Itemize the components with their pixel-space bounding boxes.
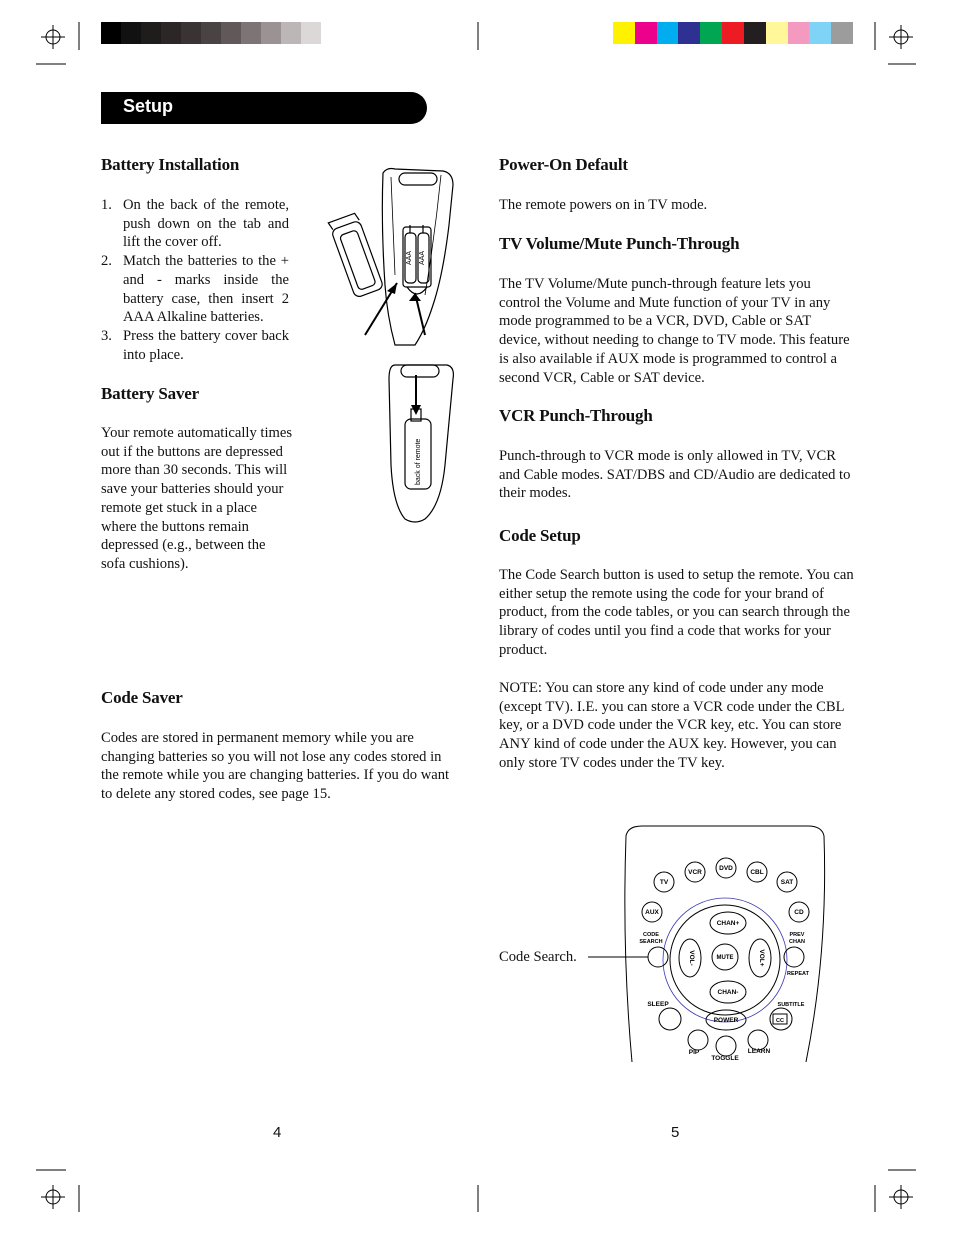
- code-setup-note: NOTE: You can store any kind of code under any mode (except TV). I.E. you can store a VCR code under the CBL key, or a DVD code under the VCR key, etc. You can store ANY kind of code under the AUX key. However, you can only store TV codes under the TV key.: [499, 680, 845, 771]
- color-swatch: [161, 22, 181, 44]
- dvd-button: DVD: [719, 865, 733, 872]
- color-swatch: [321, 22, 341, 44]
- sat-button: SAT: [780, 879, 794, 886]
- code-setup-heading: Code Setup: [499, 526, 581, 545]
- cd-button: CD: [794, 909, 804, 916]
- aaa-label-2: AAA: [419, 250, 426, 265]
- section-banner: [101, 92, 427, 124]
- color-swatch: [766, 22, 788, 44]
- sleep-label: SLEEP: [647, 1001, 669, 1008]
- code-saver-heading: Code Saver: [101, 688, 183, 707]
- color-swatch: [700, 22, 722, 44]
- crosshair-top-left: [41, 25, 65, 49]
- color-swatch: [744, 22, 766, 44]
- power-on-body: The remote powers on in TV mode.: [499, 197, 708, 213]
- back-of-remote-label: back of remote: [415, 438, 422, 485]
- color-swatch: [301, 22, 321, 44]
- code-saver-body: Codes are stored in permanent memory while you are changing batteries so you will not lose any codes stored in the remote while you are changing batteries. If you do want to delete any stored codes, see page 15.: [101, 730, 450, 803]
- vol-plus-button: VOL+: [758, 949, 765, 967]
- color-swatch: [657, 22, 679, 44]
- battery-installation-heading: Battery Installation: [101, 155, 240, 174]
- tv-punch-body: The TV Volume/Mute punch-through feature lets you control the Volume and Mute function of your TV in any mode programmed to be a VCR, DVD, Cable or SAT device, without needing to change to TV mode. This feature is also available if AUX mode is programmed to control a second VCR, Cable or SAT device.: [499, 276, 850, 386]
- search-label: SEARCH: [639, 939, 663, 945]
- vcr-punch-body: Punch-through to VCR mode is only allowed in TV, VCR and Cable modes. SAT/DBS and CD/Audio are dedicated to their modes.: [499, 448, 851, 502]
- power-on-heading: Power-On Default: [499, 155, 628, 174]
- color-swatch: [722, 22, 744, 44]
- subtitle-label: SUBTITLE: [777, 1002, 805, 1008]
- color-swatch: [141, 22, 161, 44]
- color-swatch: [221, 22, 241, 44]
- step-item: 3. Press the battery cover back into place.: [101, 327, 289, 363]
- color-swatch: [281, 22, 301, 44]
- color-swatch: [181, 22, 201, 44]
- chan-down-button: CHAN-: [717, 989, 739, 996]
- tv-punch-heading: TV Volume/Mute Punch-Through: [499, 234, 740, 253]
- chan-up-button: CHAN+: [716, 920, 740, 927]
- learn-label: LEARN: [747, 1048, 771, 1055]
- step-item: 1. On the back of the remote, push down on the tab and lift the cover off.: [101, 197, 289, 251]
- color-swatch: [201, 22, 221, 44]
- color-swatch: [788, 22, 810, 44]
- vcr-button: VCR: [688, 869, 702, 876]
- color-swatch: [121, 22, 141, 44]
- color-swatch: [831, 22, 853, 44]
- cc-button: CC: [776, 1018, 784, 1024]
- repeat-label: REPEAT: [787, 971, 809, 977]
- chan-label: CHAN: [789, 939, 805, 945]
- color-swatch: [809, 22, 831, 44]
- color-swatch: [678, 22, 700, 44]
- cbl-button: CBL: [750, 869, 764, 876]
- pip-label: PIP: [688, 1049, 700, 1056]
- step-item: 2. Match the batteries to the + and - marks inside the battery case, then insert 2 AAA Alkaline batteries.: [101, 253, 289, 326]
- vcr-punch-heading: VCR Punch-Through: [499, 406, 653, 425]
- code-search-callout: Code Search.: [499, 949, 577, 965]
- color-swatch: [635, 22, 657, 44]
- color-swatch: [613, 22, 635, 44]
- crosshair-bottom-left: [41, 1185, 65, 1209]
- page-number-left: 4: [273, 1124, 282, 1141]
- power-button: POWER: [713, 1017, 739, 1024]
- crosshair-bottom-right: [889, 1185, 913, 1209]
- toggle-label: TOGGLE: [711, 1055, 739, 1062]
- remote-front-illustration: [618, 822, 830, 1066]
- color-swatch: [101, 22, 121, 44]
- tv-button: TV: [659, 879, 669, 886]
- prev-label: PREV: [789, 932, 805, 938]
- battery-illustration: [325, 165, 460, 527]
- battery-steps: [101, 196, 289, 364]
- battery-saver-body: Your remote automatically times out if the buttons are depressed more than 30 seconds. This will save your batteries should your remote get stuck in a place where the buttons remain depressed (e.g., between the sofa cushions).: [101, 425, 293, 572]
- battery-saver-heading: Battery Saver: [101, 384, 199, 403]
- aaa-label-1: AAA: [406, 250, 413, 265]
- crosshair-top-right: [889, 25, 913, 49]
- code-label: CODE: [643, 932, 659, 938]
- page-number-right: 5: [671, 1124, 680, 1141]
- aux-button: AUX: [645, 909, 659, 916]
- banner-title: Setup: [123, 96, 174, 116]
- color-swatch: [261, 22, 281, 44]
- mute-button: MUTE: [716, 955, 734, 961]
- code-setup-body: The Code Search button is used to setup the remote. You can either setup the remote using the code for your brand of product, from the code tables, or you can search through the library of codes until you find a code that works for your product.: [499, 567, 854, 658]
- color-swatch: [241, 22, 261, 44]
- vol-minus-button: VOL-: [688, 950, 695, 966]
